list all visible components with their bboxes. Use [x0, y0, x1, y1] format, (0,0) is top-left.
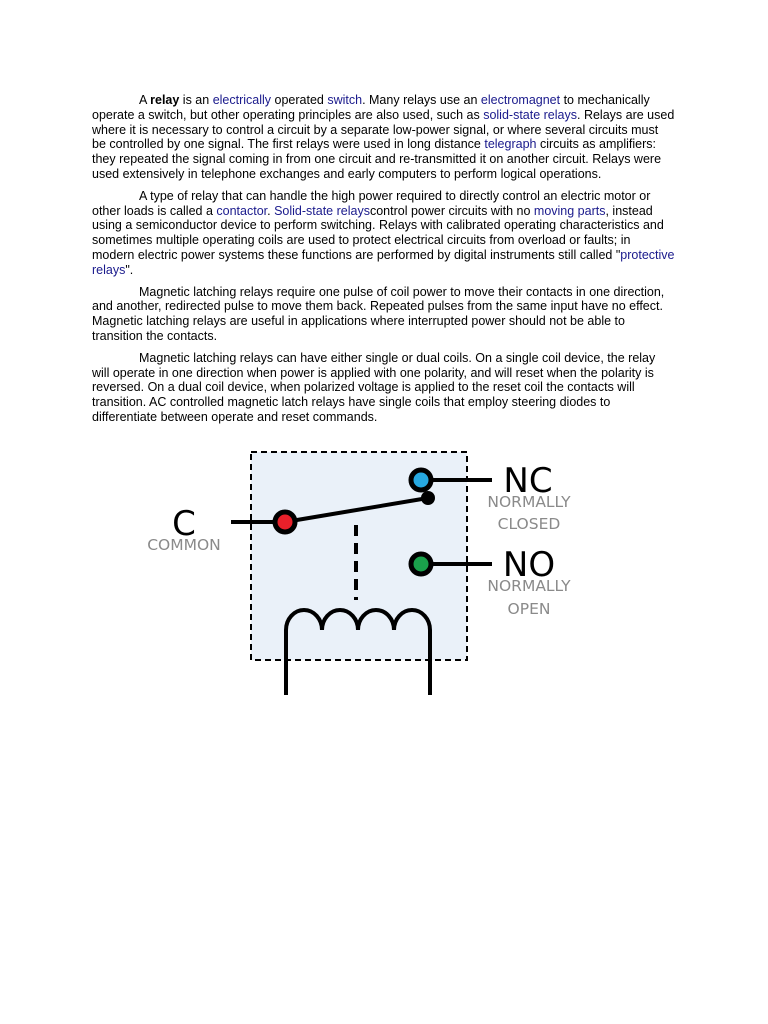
text-run: ". [125, 262, 134, 277]
inline-link[interactable]: electrically [212, 93, 272, 107]
inline-link[interactable]: solid-state relays [483, 107, 577, 122]
nc-terminal-dot [411, 470, 431, 490]
text-run: A [139, 93, 151, 107]
paragraph-1 [92, 93, 675, 182]
text-run: to mechanically operate a switch, but other operating principles are also used, such as [92, 93, 650, 122]
paragraph-4 [92, 351, 675, 425]
text-run: Magnetic latching relays can have either single or dual coils. On a single coil device, the relay will operate in one direction when power is applied with one polarity, and will reset when the polarity is reversed. On a dual coil device, when polarized voltage is applied to the reset coil the contacts will transition. AC controlled magnetic latch relays have single coils that employ steering diodes to differentiate between operate and reset commands. [92, 350, 656, 424]
text-run: , instead using a semiconductor device to perform switching. Relays with calibrated operating characteristics and sometimes multiple operating coils are used to protect electrical circuits from overload or faults; in modern electric power systems these functions are performed by digital instruments still called " [92, 203, 664, 262]
text-run: circuits as amplifiers: they repeated the signal coming in from one circuit and re-transmitted it on another circuit. Relays were used extensively in telephone exchanges and early computers to perform logical operations. [92, 137, 662, 181]
text-run: Magnetic latching relays require one pulse of coil power to move their contacts in one direction, and another, redirected pulse to move them back. Repeated pulses from the same input have no effect. Magnetic latching relays are useful in applications where interrupted power should not be able to transition the contacts. [92, 284, 665, 343]
text-run: . Many relays use an [362, 93, 481, 107]
inline-link[interactable]: contactor [216, 203, 268, 218]
inline-link[interactable]: switch [327, 93, 363, 107]
bold-term: relay [150, 93, 180, 107]
paragraph-2 [92, 189, 675, 278]
inline-link[interactable]: telegraph [484, 137, 537, 152]
text-run: operated [271, 93, 328, 107]
text-run: . Relays are used where it is necessary to control a circuit by a separate low-power signal, or where several circuits must be controlled by one signal. The first relays were used in long distance [92, 107, 675, 152]
no-letter: NO [502, 545, 556, 585]
inline-link[interactable]: Solid-state relays [274, 203, 370, 218]
text-run: control power circuits with no [369, 203, 534, 218]
nc-letter: NC [503, 461, 553, 501]
switch-pivot [421, 491, 435, 505]
nc-word-normally: NORMALLY [487, 493, 571, 511]
text-run: A type of relay that can handle the high power required to directly control an electric motor or other loads is called a [92, 188, 651, 218]
inline-link[interactable]: moving parts [533, 203, 606, 218]
text-run: is an [179, 93, 213, 107]
article-body [92, 93, 675, 432]
nc-word-closed: CLOSED [497, 515, 561, 533]
no-word-normally: NORMALLY [487, 577, 571, 595]
text-run: . [267, 203, 275, 218]
no-terminal-dot [411, 554, 431, 574]
inline-link[interactable]: electromagnet [480, 93, 561, 107]
common-terminal-dot [275, 512, 295, 532]
no-word-open: OPEN [507, 600, 551, 618]
common-word: COMMON [147, 536, 221, 554]
common-letter: C [172, 504, 196, 544]
inline-link[interactable]: protective relays [92, 247, 675, 277]
relay-diagram [130, 445, 590, 700]
paragraph-3 [92, 285, 675, 344]
